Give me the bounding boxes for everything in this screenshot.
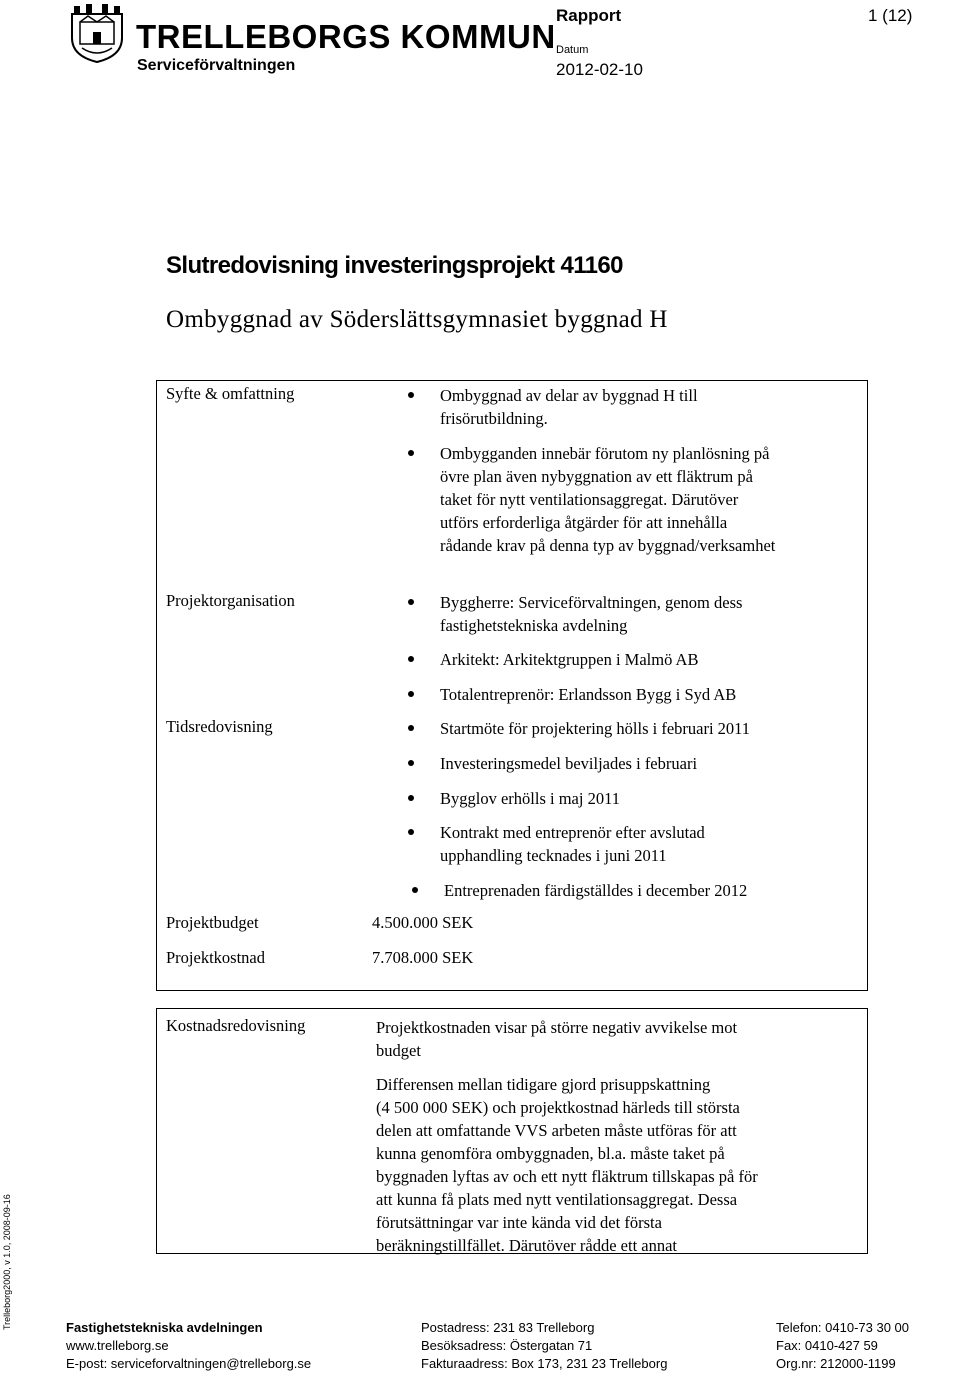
list-item: Totalentreprenör: Erlandsson Bygg i Syd AB — [440, 683, 860, 706]
label-projektbudget: Projektbudget — [166, 913, 259, 932]
list-item: Entreprenaden färdigställdes i december 2012 — [444, 879, 864, 902]
page-number: 1 (12) — [868, 6, 913, 25]
list-item: Bygglov erhölls i maj 2011 — [440, 787, 860, 810]
footer-website-link[interactable]: www.trelleborg.se — [66, 1338, 169, 1353]
list-item: Investeringsmedel beviljades i februari — [440, 752, 860, 775]
value-projektkostnad: 7.708.000 SEK — [372, 948, 474, 967]
list-item: Kontrakt med entreprenör efter avslutad upphandling tecknades i juni 2011 — [440, 821, 860, 867]
value-projektbudget: 4.500.000 SEK — [372, 913, 474, 932]
document-type: Rapport — [556, 6, 622, 25]
footer-email-link[interactable]: E-post: serviceforvaltningen@trelleborg.se — [66, 1356, 312, 1371]
footer-org-number: Org.nr: 212000-1199 — [776, 1356, 896, 1371]
footer-fax: Fax: 0410-427 59 — [776, 1338, 878, 1353]
footer-department: Fastighetstekniska avdelningen — [66, 1320, 263, 1335]
footer-phone: Telefon: 0410-73 30 00 — [776, 1320, 909, 1335]
label-syfte: Syfte & omfattning — [166, 384, 295, 403]
footer-postal-address: Postadress: 231 83 Trelleborg — [421, 1320, 595, 1335]
document-title: Slutredovisning investeringsprojekt 41160 — [166, 252, 623, 279]
list-item: Startmöte för projektering hölls i februari 2011 — [440, 717, 860, 740]
footer-visit-address: Besöksadress: Östergatan 71 — [421, 1338, 593, 1353]
org-name: TRELLEBORGS KOMMUN — [136, 18, 556, 55]
cost-paragraph-2: Differensen mellan tidigare gjord prisuppskattning (4 500 000 SEK) och projektkostnad härleds till största delen att omfattande VVS arbeten måste utföras för att kunna genomföra ombyggnaden, bl.a. måste taket på byggnaden lyftas av och ett nytt fläktrum tillskapas på för att kunna få plats med nytt ventilationsaggregat. Dessa förutsättningar var inte kända vid det första beräkningstillfället. Därutöver rådde ett annat — [376, 1075, 758, 1255]
label-kostnadsredovisning: Kostnadsredovisning — [166, 1016, 306, 1035]
list-item: Arkitekt: Arkitektgruppen i Malmö AB — [440, 648, 860, 671]
list-item: Ombyggnad av delar av byggnad H till frisörutbildning. — [440, 384, 860, 430]
document-subtitle: Ombyggnad av Söderslättsgymnasiet byggnad H — [166, 306, 668, 333]
list-item: Ombygganden innebär förutom ny planlösning på övre plan även nybyggnation av ett fläktrum på taket för nytt ventilationsaggregat. Därutöver utförs erforderliga åtgärder för att innehålla rådande krav på denna typ av byggnad/verksamhet — [440, 442, 860, 557]
label-tidsredovisning: Tidsredovisning — [166, 717, 273, 736]
coat-of-arms-logo-icon — [68, 4, 126, 64]
date-label: Datum — [556, 44, 589, 56]
date-value: 2012-02-10 — [556, 60, 643, 79]
label-projektkostnad: Projektkostnad — [166, 948, 265, 967]
template-version-text: Trelleborg2000, v 1.0, 2008-09-16 — [2, 1194, 12, 1330]
list-item: Byggherre: Serviceförvaltningen, genom dess fastighetstekniska avdelning — [440, 591, 860, 637]
footer-invoice-address: Fakturaadress: Box 173, 231 23 Trelleborg — [421, 1356, 668, 1371]
org-subtitle: Serviceförvaltningen — [137, 57, 296, 74]
label-projektorganisation: Projektorganisation — [166, 591, 295, 610]
cost-paragraph-1: Projektkostnaden visar på större negativ avvikelse mot budget — [376, 1018, 738, 1060]
